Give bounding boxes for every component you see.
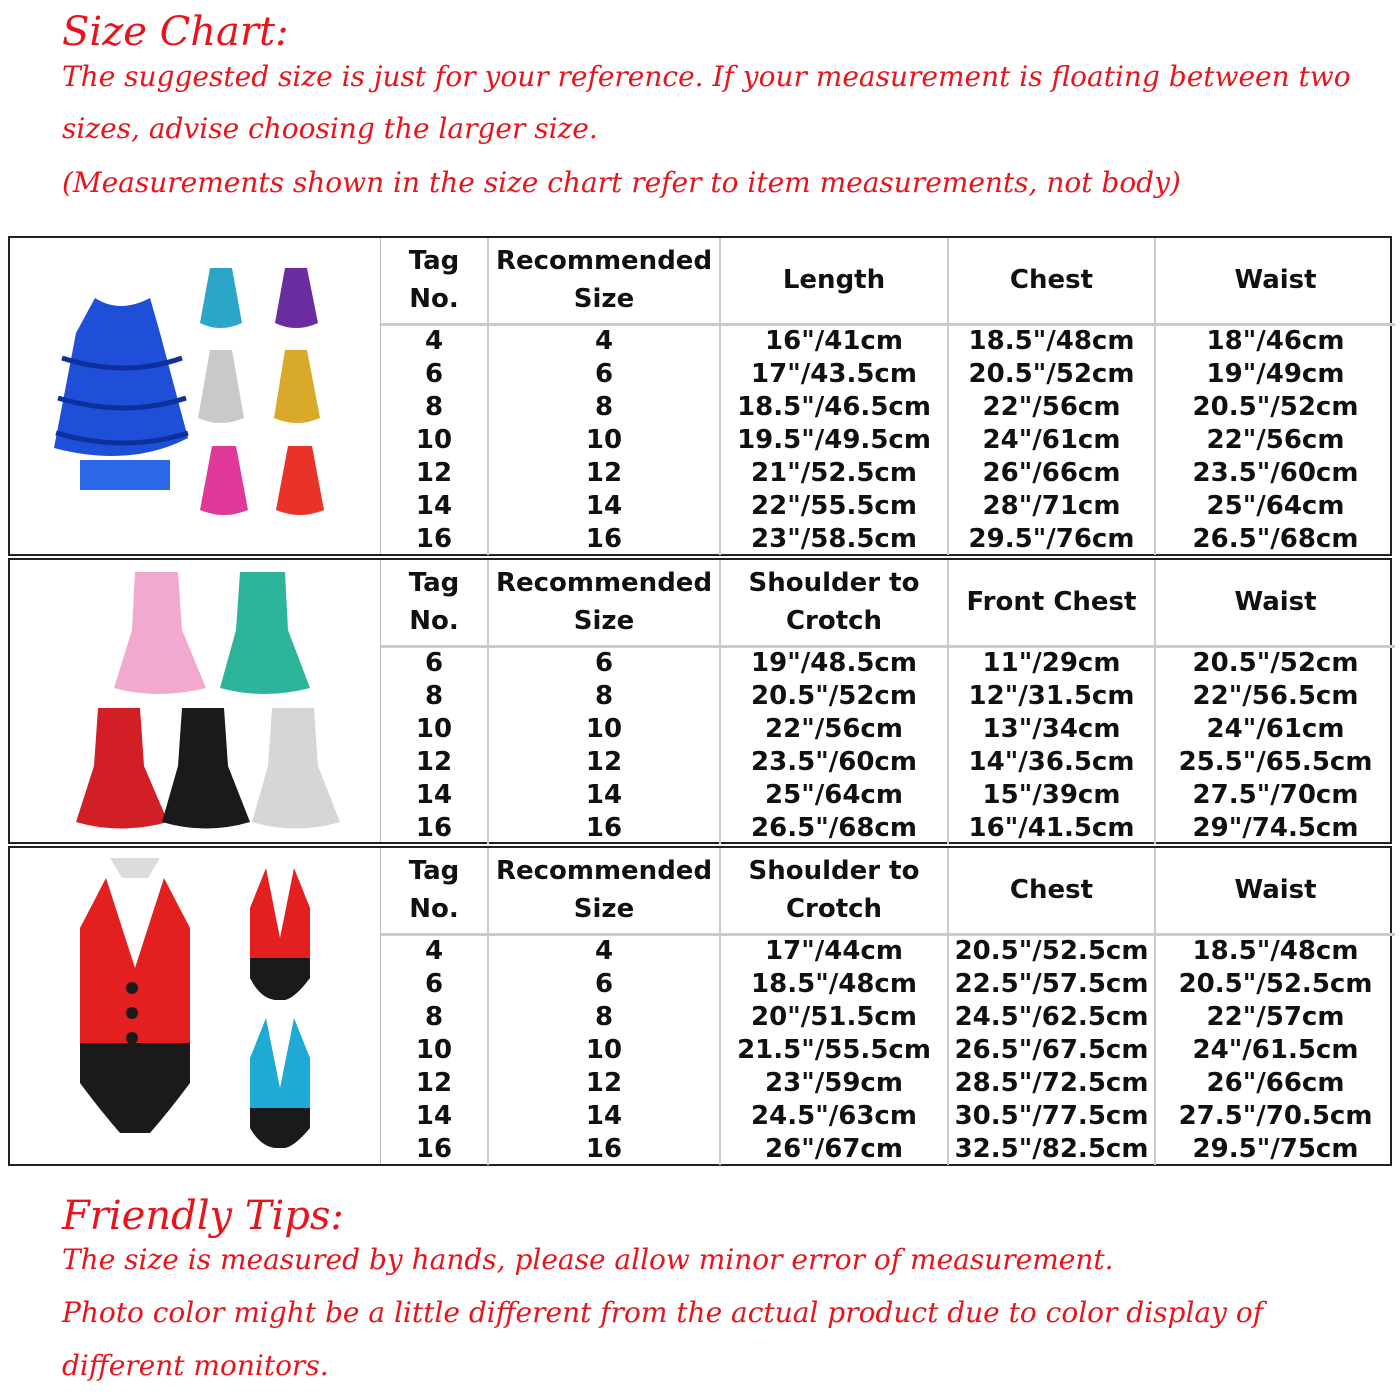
table-cell: 14 [381,489,488,522]
table-row [381,357,1395,390]
table-cell: 22"/57cm [1206,1001,1345,1032]
leotard-silver [252,708,340,829]
table-cell: 10 [488,423,720,456]
table-cell: 27.5"/70.5cm [1178,1100,1373,1131]
table-cell: 20.5"/52.5cm [1178,968,1373,999]
header-shoulder-to-crotch: Shoulder to Crotch [720,560,948,646]
table-cell: 12"/31.5cm [948,679,1155,712]
table-cell: 10 [381,712,488,745]
table-cell: 26"/67cm [720,1132,948,1165]
table-cell: 18"/46cm [1206,326,1345,357]
table-row [381,1000,1395,1033]
table-cell: 26"/66cm [1206,1067,1345,1098]
table-cell: 24.5"/62.5cm [948,1000,1155,1033]
table-row [381,1099,1395,1132]
table-cell: 4 [488,934,720,967]
table-cell: 23"/58.5cm [720,522,948,555]
vest-leotard-illustration [10,848,380,1164]
friendly-tips-title: Friendly Tips: [62,1193,344,1239]
table-cell: 22"/56cm [948,390,1155,423]
table-row [381,934,1395,967]
size-table-3 [381,848,1395,1165]
table-row [381,456,1395,489]
table-row [381,679,1395,712]
header-chest: Chest [948,238,1155,324]
table-cell: 16 [381,1132,488,1165]
size-chart-title: Size Chart: [62,9,289,55]
size-chart-note-1: The suggested size is just for your reference. If your measurement is floating between two [62,60,1351,93]
table-cell: 16 [381,811,488,844]
table-cell: 8 [381,1000,488,1033]
table-cell: 19.5"/49.5cm [720,423,948,456]
header-waist: Waist [1155,560,1395,646]
size-chart-note-2: sizes, advise choosing the larger size. [62,112,598,145]
table-cell: 16 [488,1132,720,1165]
table-cell: 4 [381,324,488,357]
table-cell: 28.5"/72.5cm [948,1066,1155,1099]
table-cell: 11"/29cm [948,646,1155,679]
size-chart-note-3: (Measurements shown in the size chart refer to item measurements, not body) [62,166,1181,199]
table-cell: 6 [381,646,488,679]
dress-small-teal [200,268,242,328]
table-cell: 12 [381,1066,488,1099]
table-cell: 18.5"/46.5cm [720,390,948,423]
header-tag-no: Tag No. [381,238,488,324]
table-row [381,646,1395,679]
size-table-block-3 [8,846,1392,1166]
dress-small-pink [200,446,248,515]
table-cell: 28"/71cm [948,489,1155,522]
table-cell: 8 [381,390,488,423]
table-cell: 23.5"/60cm [1192,457,1359,488]
table-cell: 29"/74.5cm [1192,812,1359,843]
header-waist: Waist [1155,848,1395,934]
table-cell: 14 [488,1099,720,1132]
leotard-small-blue [250,1018,310,1148]
header-recommended-size: Recommended Size [488,560,720,646]
table-row [381,423,1395,456]
table-cell: 20.5"/52cm [1192,391,1359,422]
table-cell: 25"/64cm [720,778,948,811]
table-cell: 20.5"/52.5cm [948,934,1155,967]
skirted-leotard-illustration [10,560,380,842]
header-recommended-size: Recommended Size [488,848,720,934]
header-waist: Waist [1155,238,1395,324]
table-cell: 18.5"/48cm [720,967,948,1000]
product-image-vest-leotards [10,848,381,1164]
table-row [381,967,1395,1000]
header-shoulder-to-crotch: Shoulder to Crotch [720,848,948,934]
table-row [381,811,1395,844]
table-row [381,489,1395,522]
table-row [381,778,1395,811]
table-cell: 16"/41cm [720,324,948,357]
table-row [381,712,1395,745]
table-cell: 24"/61cm [948,423,1155,456]
table-cell: 4 [381,934,488,967]
table-cell: 12 [488,745,720,778]
table-cell: 30.5"/77.5cm [948,1099,1155,1132]
header-length: Length [720,238,948,324]
table-cell: 14 [488,489,720,522]
table-row [381,1066,1395,1099]
table-cell: 10 [381,423,488,456]
table-cell: 6 [381,967,488,1000]
table-cell: 25"/64cm [1206,490,1345,521]
friendly-tips-line-3: different monitors. [62,1349,329,1382]
leotard-teal [220,572,310,694]
table-row [381,1033,1395,1066]
table-row [381,390,1395,423]
table-cell: 22.5"/57.5cm [948,967,1155,1000]
friendly-tips-line-2: Photo color might be a little different from the actual product due to color display of [62,1296,1264,1329]
table-cell: 15"/39cm [948,778,1155,811]
table-cell: 26.5"/68cm [720,811,948,844]
table-cell: 20.5"/52cm [1192,648,1359,679]
table-cell: 10 [488,712,720,745]
table-cell: 12 [381,745,488,778]
table-cell: 12 [488,1066,720,1099]
sequin-dress-illustration [10,238,380,554]
table-cell: 13"/34cm [948,712,1155,745]
table-cell: 6 [488,646,720,679]
dress-large-blue [54,298,188,490]
dress-small-purple [275,268,318,328]
leotard-small-red [250,868,310,1000]
table-cell: 29.5"/75cm [1192,1133,1359,1164]
table-cell: 6 [488,967,720,1000]
table-cell: 27.5"/70cm [1192,779,1359,810]
table-row [381,1132,1395,1165]
leotard-large-red-black [80,858,190,1133]
size-table-2 [381,560,1395,844]
table-cell: 24.5"/63cm [720,1099,948,1132]
leotard-red [76,708,168,829]
table-cell: 16 [488,522,720,555]
table-cell: 19"/48.5cm [720,646,948,679]
header-tag-no: Tag No. [381,560,488,646]
table-cell: 10 [488,1033,720,1066]
table-cell: 32.5"/82.5cm [948,1132,1155,1165]
table-cell: 22"/55.5cm [720,489,948,522]
table-cell: 6 [381,357,488,390]
friendly-tips-line-1: The size is measured by hands, please allow minor error of measurement. [62,1243,1114,1276]
table-cell: 8 [488,390,720,423]
leotard-black [162,708,250,829]
table-cell: 17"/44cm [720,934,948,967]
table-cell: 23"/59cm [720,1066,948,1099]
table-cell: 24"/61.5cm [1192,1034,1359,1065]
table-cell: 22"/56.5cm [1192,680,1359,711]
table-cell: 8 [381,679,488,712]
table-cell: 22"/56cm [720,712,948,745]
dress-small-gold [274,350,320,423]
table-cell: 12 [381,456,488,489]
table-row [381,522,1395,555]
table-cell: 16 [381,522,488,555]
size-table-block-2 [8,558,1392,844]
table-cell: 26"/66cm [948,456,1155,489]
table-cell: 20"/51.5cm [720,1000,948,1033]
table-cell: 18.5"/48cm [1192,936,1359,967]
table-cell: 25.5"/65.5cm [1178,746,1373,777]
table-cell: 21"/52.5cm [720,456,948,489]
table-cell: 12 [488,456,720,489]
table-cell: 20.5"/52cm [720,679,948,712]
table-cell: 14"/36.5cm [948,745,1155,778]
size-table-1 [381,238,1395,555]
table-cell: 21.5"/55.5cm [720,1033,948,1066]
table-cell: 14 [381,1099,488,1132]
table-cell: 19"/49cm [1206,358,1345,389]
product-image-skirted-leotards [10,560,381,842]
table-cell: 10 [381,1033,488,1066]
table-cell: 26.5"/67.5cm [948,1033,1155,1066]
table-cell: 20.5"/52cm [948,357,1155,390]
header-chest: Chest [948,848,1155,934]
header-front-chest: Front Chest [948,560,1155,646]
leotard-pink [114,572,206,694]
size-table-block-1 [8,236,1392,556]
table-cell: 8 [488,1000,720,1033]
table-cell: 18.5"/48cm [948,324,1155,357]
header-recommended-size: Recommended Size [488,238,720,324]
table-cell: 14 [381,778,488,811]
table-cell: 16 [488,811,720,844]
table-row [381,324,1395,357]
table-cell: 4 [488,324,720,357]
product-image-sequin-dresses [10,238,381,554]
table-row [381,745,1395,778]
table-cell: 8 [488,679,720,712]
dress-small-silver [198,350,244,423]
dress-small-red [276,446,324,515]
table-cell: 17"/43.5cm [720,357,948,390]
table-cell: 16"/41.5cm [948,811,1155,844]
table-cell: 23.5"/60cm [720,745,948,778]
table-cell: 6 [488,357,720,390]
table-cell: 26.5"/68cm [1192,523,1359,554]
table-cell: 14 [488,778,720,811]
header-tag-no: Tag No. [381,848,488,934]
table-cell: 24"/61cm [1206,713,1345,744]
table-cell: 22"/56cm [1206,424,1345,455]
table-cell: 29.5"/76cm [948,522,1155,555]
